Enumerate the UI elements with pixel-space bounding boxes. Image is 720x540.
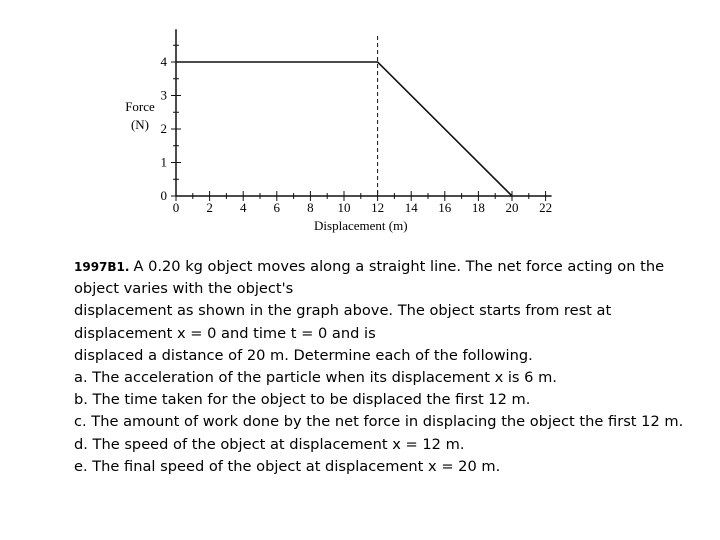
problem-id: 1997B1. [74,260,130,274]
x-tick-label: 6 [273,200,281,215]
x-tick-label: 8 [307,200,314,215]
problem-line-2: object varies with the object's [74,280,294,298]
problem-line-4: displacement x = 0 and time t = 0 and is [74,324,376,342]
question-b: b. The time taken for the object to be displaced the first 12 m. [74,391,531,409]
x-axis-label: Displacement (m) [314,218,408,233]
y-tick-label: 3 [160,87,167,103]
x-tick-label: 18 [471,200,485,215]
problem-text: A 0.20 kg object moves along a straight line. The net force acting on the [133,258,665,275]
question-d: d. The speed of the object at displacement x = 12 m. [74,435,465,453]
y-axis-label-unit: (N) [130,117,150,132]
x-tick-label: 4 [239,200,247,215]
x-tick-label: 2 [206,200,213,215]
x-tick-label: 12 [371,200,385,215]
problem-line-5: displaced a distance of 20 m. Determine each of the following. [74,346,533,364]
question-c: c. The amount of work done by the net force in displacing the object the first 12 m. [74,413,684,431]
y-tick-label: 1 [160,154,167,170]
y-tick-label: 0 [160,188,167,203]
question-a: a. The acceleration of the particle when its displacement x is 6 m. [74,369,557,387]
y-tick-label: 2 [160,121,167,136]
x-tick-label: 0 [172,200,180,215]
chart-axes [176,29,552,196]
chart-ticks [171,45,546,201]
problem-line-3: displacement as shown in the graph above. The object starts from rest at [74,302,612,320]
x-tick-label: 14 [404,200,418,215]
y-axis-label-force: Force [125,99,155,114]
y-tick-label: 4 [160,54,167,69]
problem-line-1 [74,256,694,278]
force-displacement-chart [0,0,720,240]
x-tick-label: 16 [438,200,452,215]
x-tick-label: 20 [505,200,519,215]
chart-tick-labels [161,54,553,215]
x-tick-label: 10 [337,200,351,215]
force-series-line [176,62,512,196]
problem-statement [74,256,694,478]
x-tick-label: 22 [539,200,553,215]
question-e: e. The final speed of the object at displacement x = 20 m. [74,457,501,475]
